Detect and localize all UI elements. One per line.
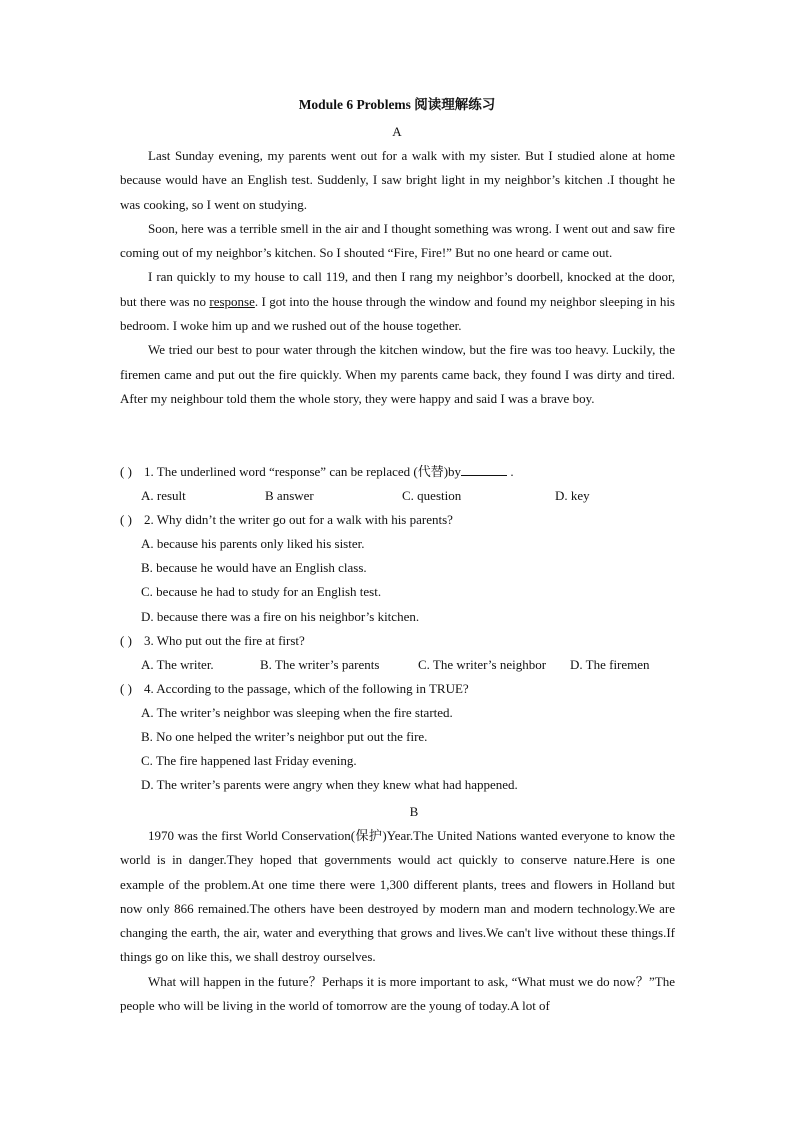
passage-b — [120, 824, 675, 1018]
option: A. because his parents only liked his sister. — [141, 536, 365, 552]
answer-bracket[interactable]: ( ) — [120, 632, 132, 648]
question-4-text: 4. According to the passage, which of the following in TRUE? — [144, 680, 469, 696]
passage-a-paragraph-1: Last Sunday evening, my parents went out for a walk with my sister. But I studied alone at home because would have an English test. Suddenly, I saw bright light in my neighbor’s kitchen .I thought he was cooking, so I went on studying. — [120, 148, 675, 212]
section-a-label: A — [392, 124, 402, 139]
option: D. The writer’s parents were angry when they knew what had happened. — [141, 777, 518, 793]
questions-a — [120, 460, 680, 797]
option: A. The writer. — [141, 656, 214, 672]
option: D. The firemen — [570, 656, 650, 672]
option: B answer — [265, 488, 314, 504]
paragraph-3-text-after: . I got into the house through the window and found my neighbor sleeping in his bedroom. I woke him up and we rushed out of the house together. — [120, 293, 675, 334]
underlined-word-response: response — [209, 293, 255, 309]
question-1-options — [141, 484, 680, 508]
page-title: Module 6 Problems 阅读理解练习 — [298, 97, 496, 112]
option: C. The writer’s neighbor — [418, 656, 547, 672]
passage-a-paragraph-3 — [120, 265, 675, 338]
answer-bracket[interactable]: ( ) — [120, 512, 132, 528]
option: D. because there was a fire on his neighbor’s kitchen. — [141, 608, 420, 624]
option: D. key — [555, 488, 590, 504]
question-4 — [120, 677, 680, 701]
question-1-tail: . — [507, 464, 514, 479]
section-b-label: B — [409, 804, 419, 819]
question-3 — [120, 629, 680, 653]
question-3-options — [141, 653, 680, 677]
option: C. because he had to study for an English test. — [141, 584, 382, 600]
passage-a — [120, 144, 675, 411]
option: A. result — [141, 488, 186, 504]
question-2-text: 2. Why didn’t the writer go out for a walk with his parents? — [144, 512, 453, 528]
question-1-text: 1. The underlined word “response” can be replaced (代替)by — [144, 464, 462, 479]
paragraph-3-text-before: I ran quickly to my house to call 119, and then I rang my neighbor’s doorbell, knocked at the door, but there was no — [120, 269, 675, 309]
passage-b-paragraph-1: 1970 was the first World Conservation(保护)Year.The United Nations wanted everyone to know the world is in danger.They hoped that governments would act quickly to conserve nature.Here is one example of the problem.At one time there were 1,300 different plants, trees and flowers in Holland but now only 866 remained.The others have been destroyed by modern man and modern technology.We are changing the earth, the air, water and everything that grows and lives.We can't live without these things.If things go on like this, we shall destroy ourselves. — [120, 828, 675, 965]
option: C. question — [402, 488, 462, 504]
question-3-text: 3. Who put out the fire at first? — [144, 632, 305, 648]
question-1 — [120, 460, 680, 484]
passage-a-paragraph-4: We tried our best to pour water through the kitchen window, but the fire was too heavy. Luckily, the firemen came and put out the fire quickly. When my parents came back, they found I was dirty and tired. After my neighbour told them the whole story, they were happy and said I was a brave boy. — [120, 342, 675, 406]
option: B. because he would have an English class. — [141, 560, 367, 576]
answer-bracket[interactable]: ( ) — [120, 464, 132, 479]
option: C. The fire happened last Friday evening. — [141, 753, 357, 769]
answer-bracket[interactable]: ( ) — [120, 680, 132, 696]
passage-a-paragraph-2: Soon, here was a terrible smell in the air and I thought something was wrong. I went out and saw fire coming out of my neighbor’s kitchen. So I shouted “Fire, Fire!” But no one heard or came out. — [120, 220, 675, 261]
option: B. The writer’s parents — [260, 656, 380, 672]
question-2 — [120, 508, 680, 532]
option: A. The writer’s neighbor was sleeping when the fire started. — [141, 704, 453, 720]
option: B. No one helped the writer’s neighbor put out the fire. — [141, 729, 428, 745]
passage-b-paragraph-2: What will happen in the future？Perhaps it is more important to ask, “What must we do now？”The people who will be living in the world of tomorrow are the young of today.A lot of — [120, 973, 675, 1014]
answer-blank[interactable] — [461, 462, 507, 476]
